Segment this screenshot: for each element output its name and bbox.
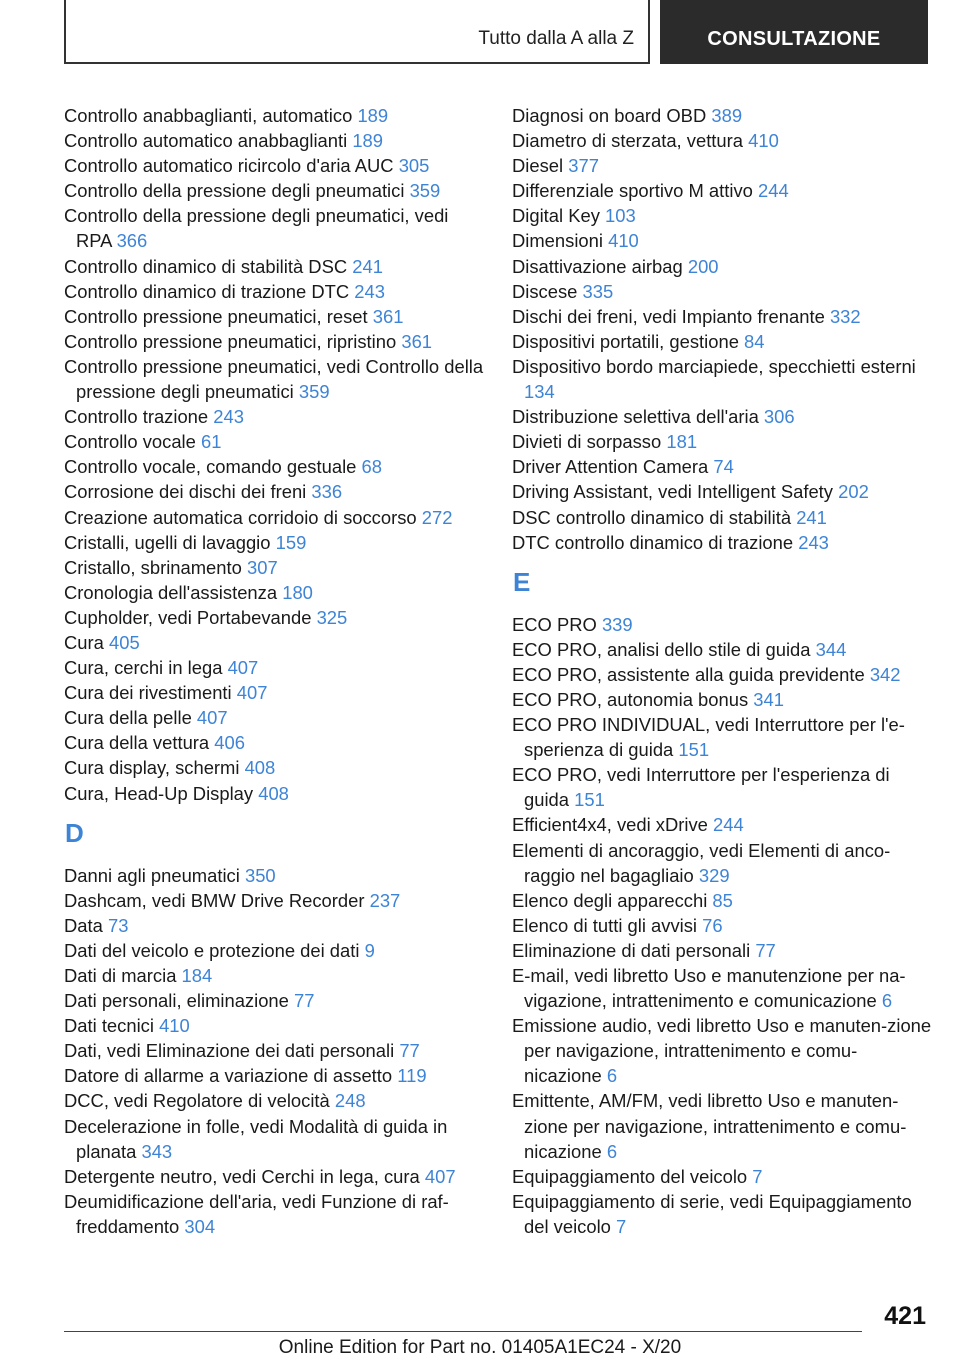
index-entry bbox=[64, 429, 484, 454]
index-entry bbox=[512, 530, 932, 555]
index-entry-term: DCC, vedi Regolatore di velocità bbox=[64, 1090, 330, 1112]
index-entry-term: Dati di marcia bbox=[64, 965, 177, 986]
index-entry-term: Cura della vettura bbox=[64, 732, 210, 754]
index-entry bbox=[64, 580, 484, 605]
index-page-link[interactable]: 406 bbox=[214, 732, 245, 754]
index-page-link[interactable]: 343 bbox=[141, 1140, 173, 1162]
index-entry-term: Controllo trazione bbox=[64, 406, 209, 428]
index-page-link[interactable]: 73 bbox=[107, 914, 129, 936]
index-entry bbox=[512, 254, 932, 279]
index-entry-term: Divieti di sorpasso bbox=[512, 431, 662, 453]
index-entry bbox=[512, 612, 932, 637]
index-entry bbox=[512, 712, 932, 762]
index-entry-term: Dispositivo bordo marciapiede, specchietti esterni bbox=[512, 355, 916, 377]
index-column-left bbox=[64, 103, 484, 1239]
index-entry bbox=[64, 1038, 484, 1063]
index-entry bbox=[512, 304, 932, 329]
page-number: 421 bbox=[884, 1302, 926, 1330]
index-entry-term: Efficient4x4, vedi xDrive bbox=[512, 814, 708, 836]
index-page-link[interactable]: 7 bbox=[752, 1165, 763, 1187]
index-page-link[interactable]: 306 bbox=[763, 406, 795, 428]
index-entry-term: Diesel bbox=[512, 155, 564, 177]
index-entry-term: Cura display, schermi bbox=[64, 757, 240, 779]
index-entry bbox=[512, 963, 932, 1013]
index-entry bbox=[64, 605, 484, 630]
index-entry-term: Emissione audio, vedi libretto Uso e manuten-zione per navigazione, intrattenimento e comu-nicazione bbox=[512, 1015, 932, 1087]
index-page-link[interactable]: 304 bbox=[184, 1215, 216, 1237]
index-entry-term: Controllo vocale, comando gestuale bbox=[64, 456, 357, 478]
index-entry bbox=[64, 1189, 484, 1239]
index-entry bbox=[512, 228, 932, 253]
index-page-link[interactable]: 237 bbox=[369, 889, 401, 911]
header-title-box bbox=[64, 0, 650, 64]
index-entry-term: Cura dei rivestimenti bbox=[64, 682, 232, 704]
index-page-link[interactable]: 241 bbox=[352, 255, 383, 277]
index-entry-term: Discese bbox=[512, 280, 578, 302]
index-entry-term: Diametro di sterzata, vettura bbox=[512, 130, 743, 152]
index-page-link[interactable]: 6 bbox=[606, 1065, 618, 1087]
index-entry bbox=[512, 454, 932, 479]
index-entry bbox=[64, 354, 484, 404]
index-entry-term: ECO PRO, autonomia bonus bbox=[512, 688, 749, 710]
index-page-link[interactable]: 76 bbox=[702, 914, 723, 936]
index-entry bbox=[512, 1164, 932, 1189]
index-entry-term: Dashcam, vedi BMW Drive Recorder bbox=[64, 889, 365, 911]
index-entry bbox=[64, 630, 484, 655]
index-entry bbox=[64, 479, 484, 504]
index-entry-term: Controllo anabbaglianti, automatico bbox=[64, 105, 353, 126]
index-entry bbox=[64, 963, 484, 988]
index-page-link[interactable]: 325 bbox=[316, 606, 348, 628]
index-entry bbox=[512, 329, 932, 354]
page-header bbox=[64, 0, 928, 66]
index-entry-term: Cupholder, vedi Portabevande bbox=[64, 606, 312, 628]
index-entry-term: ECO PRO bbox=[512, 613, 597, 635]
index-page-link[interactable]: 200 bbox=[687, 255, 719, 277]
index-entry bbox=[64, 128, 484, 153]
index-page-link[interactable]: 332 bbox=[829, 305, 861, 327]
index-entry-term: Cura, Head-Up Display bbox=[64, 782, 254, 804]
index-page-link[interactable]: 244 bbox=[758, 180, 789, 202]
index-entry bbox=[512, 1013, 932, 1088]
index-column-right bbox=[512, 103, 932, 1239]
index-entry bbox=[512, 354, 932, 404]
index-entry bbox=[64, 254, 484, 279]
index-page-link[interactable]: 85 bbox=[712, 889, 733, 911]
index-entry-term: Cronologia dell'assistenza bbox=[64, 581, 278, 603]
index-entry bbox=[512, 662, 932, 687]
index-entry bbox=[64, 913, 484, 938]
index-entry-term: Cura bbox=[64, 631, 104, 653]
index-entry bbox=[64, 730, 484, 755]
index-entry-term: Eliminazione di dati personali bbox=[512, 939, 751, 961]
index-entry bbox=[512, 1088, 932, 1163]
index-page-link[interactable]: 410 bbox=[748, 130, 779, 152]
index-entry bbox=[64, 1013, 484, 1038]
index-entry bbox=[64, 153, 484, 178]
index-entry bbox=[64, 505, 484, 530]
index-page-link[interactable]: 7 bbox=[616, 1215, 627, 1237]
index-page-link[interactable]: 151 bbox=[574, 789, 605, 811]
index-page-link[interactable]: 184 bbox=[181, 965, 213, 986]
index-page-link[interactable]: 77 bbox=[294, 990, 315, 1012]
index-entry bbox=[512, 279, 932, 304]
footer-text: Online Edition for Part no. 01405A1EC24 - X/20 bbox=[278, 1337, 682, 1358]
index-entry-term: Controllo pressione pneumatici, vedi Controllo della pressione degli pneumatici bbox=[64, 355, 484, 403]
index-entry-term: ECO PRO, assistente alla guida previdente bbox=[512, 663, 865, 685]
index-page-link[interactable]: 244 bbox=[713, 814, 744, 836]
index-page-link[interactable]: 407 bbox=[236, 682, 268, 704]
index-entry-term: Controllo vocale bbox=[64, 431, 196, 453]
index-entry bbox=[512, 178, 932, 203]
index-entry-term: Dati del veicolo e protezione dei dati bbox=[64, 939, 360, 961]
index-entry-term: ECO PRO INDIVIDUAL, vedi Interruttore per l'e-sperienza di guida bbox=[512, 714, 905, 761]
index-page-link[interactable]: 103 bbox=[605, 205, 636, 227]
index-page-link[interactable]: 74 bbox=[713, 456, 734, 478]
index-entry bbox=[512, 1189, 932, 1239]
index-entry-term: Elenco di tutti gli avvisi bbox=[512, 914, 698, 936]
index-entry-term: Distribuzione selettiva dell'aria bbox=[512, 406, 759, 428]
index-page-link[interactable]: 9 bbox=[364, 939, 375, 961]
index-page-link[interactable]: 6 bbox=[881, 990, 893, 1012]
index-page-link[interactable]: 151 bbox=[678, 739, 710, 761]
index-page-link[interactable]: 359 bbox=[409, 180, 441, 202]
index-entry-term: DTC controllo dinamico di trazione bbox=[512, 531, 794, 553]
index-entry bbox=[64, 705, 484, 730]
index-page-link[interactable]: 405 bbox=[109, 631, 140, 653]
index-page-link[interactable]: 307 bbox=[246, 556, 278, 578]
index-entry-term: Digital Key bbox=[512, 205, 600, 227]
index-entry bbox=[64, 404, 484, 429]
index-page-link[interactable]: 361 bbox=[401, 330, 433, 352]
index-page-link[interactable]: 410 bbox=[159, 1015, 190, 1037]
index-page-link[interactable]: 202 bbox=[838, 481, 869, 503]
index-entry-term: Dati personali, eliminazione bbox=[64, 990, 289, 1012]
index-entry-term: Driving Assistant, vedi Intelligent Safety bbox=[512, 481, 833, 503]
index-entry-term: Decelerazione in folle, vedi Modalità di guida in planata bbox=[64, 1115, 448, 1162]
index-entry bbox=[64, 1164, 484, 1189]
index-entry-term: Controllo automatico anabbaglianti bbox=[64, 130, 348, 152]
index-page-link[interactable]: 243 bbox=[354, 280, 385, 302]
index-entry-term: Elenco degli apparecchi bbox=[512, 889, 708, 911]
index-page-link[interactable]: 377 bbox=[568, 155, 599, 177]
index-page-link[interactable]: 410 bbox=[608, 230, 639, 252]
index-page-link[interactable]: 159 bbox=[275, 531, 307, 553]
index-page-link[interactable]: 180 bbox=[282, 581, 313, 603]
index-page-link[interactable]: 329 bbox=[698, 864, 730, 886]
index-entry bbox=[512, 128, 932, 153]
index-entry bbox=[512, 505, 932, 530]
index-page-link[interactable]: 342 bbox=[869, 663, 901, 685]
index-page-link[interactable]: 77 bbox=[399, 1040, 420, 1062]
index-entry bbox=[64, 863, 484, 888]
index-entry bbox=[64, 329, 484, 354]
index-page-link[interactable]: 407 bbox=[227, 657, 259, 679]
header-section-tab bbox=[660, 0, 928, 64]
index-page-link[interactable]: 189 bbox=[357, 105, 389, 126]
index-page-link[interactable]: 243 bbox=[798, 531, 829, 553]
index-entry bbox=[512, 404, 932, 429]
index-entry bbox=[512, 888, 932, 913]
index-entry-term: Controllo automatico ricircolo d'aria AUC bbox=[64, 155, 394, 177]
index-entry bbox=[512, 687, 932, 712]
index-entry bbox=[64, 680, 484, 705]
index-page-link[interactable]: 68 bbox=[361, 456, 382, 478]
index-page-link[interactable]: 248 bbox=[334, 1090, 366, 1112]
index-page-link[interactable]: 359 bbox=[298, 381, 330, 403]
index-entry-term: Dati tecnici bbox=[64, 1015, 154, 1037]
index-entry bbox=[512, 153, 932, 178]
index-entry bbox=[512, 812, 932, 837]
index-page-link[interactable]: 407 bbox=[196, 707, 228, 729]
index-letter-heading: D bbox=[65, 817, 84, 848]
index-entry bbox=[64, 755, 484, 780]
index-page-link[interactable]: 272 bbox=[421, 506, 453, 528]
index-entry bbox=[64, 1114, 484, 1164]
index-entry bbox=[512, 637, 932, 662]
index-page-link[interactable]: 407 bbox=[424, 1165, 456, 1187]
index-page-link[interactable]: 305 bbox=[398, 155, 430, 177]
index-entry bbox=[64, 781, 484, 806]
index-entry bbox=[512, 913, 932, 938]
index-entry-term: Dischi dei freni, vedi Impianto frenante bbox=[512, 305, 825, 327]
index-entry-term: Equipaggiamento di serie, vedi Equipaggiamento del veicolo bbox=[512, 1190, 912, 1237]
footer-divider bbox=[64, 1331, 862, 1332]
index-entry-term: Dimensioni bbox=[512, 230, 603, 252]
index-entry-term: ECO PRO, analisi dello stile di guida bbox=[512, 638, 811, 660]
index-page-link[interactable]: 350 bbox=[244, 864, 276, 886]
index-entry bbox=[64, 1088, 484, 1113]
index-entry bbox=[512, 479, 932, 504]
index-letter-heading: E bbox=[513, 566, 531, 597]
index-entry-term: Cristalli, ugelli di lavaggio bbox=[64, 531, 271, 553]
index-entry-term: Controllo dinamico di stabilità DSC bbox=[64, 255, 348, 277]
index-page-link[interactable]: 341 bbox=[753, 688, 784, 710]
index-entry bbox=[512, 762, 932, 812]
index-entry bbox=[512, 429, 932, 454]
index-entry-term: Controllo pressione pneumatici, ripristino bbox=[64, 330, 397, 352]
index-entry bbox=[512, 103, 932, 128]
index-entry bbox=[64, 103, 484, 128]
index-page-link[interactable]: 408 bbox=[258, 782, 289, 804]
index-page-link[interactable]: 134 bbox=[524, 381, 555, 403]
index-entry-term: Datore di allarme a variazione di assetto bbox=[64, 1065, 393, 1087]
index-page-link[interactable]: 361 bbox=[372, 305, 404, 327]
index-page-link[interactable]: 189 bbox=[352, 130, 384, 152]
header-section-label: CONSULTAZIONE bbox=[707, 28, 881, 50]
index-entry bbox=[64, 1063, 484, 1088]
index-page-link[interactable]: 6 bbox=[606, 1140, 618, 1162]
index-entry-term: Equipaggiamento del veicolo bbox=[512, 1165, 748, 1187]
index-page-link[interactable]: 84 bbox=[744, 330, 765, 352]
index-entry bbox=[64, 304, 484, 329]
index-page-link[interactable]: 408 bbox=[244, 757, 276, 779]
index-entry-term: Danni agli pneumatici bbox=[64, 864, 240, 886]
index-entry-term: E-mail, vedi libretto Uso e manutenzione per na-vigazione, intrattenimento e comunicazione bbox=[512, 965, 906, 1012]
index-entry-term: Deumidificazione dell'aria, vedi Funzione di raf-freddamento bbox=[64, 1190, 449, 1237]
index-page-link[interactable]: 119 bbox=[397, 1065, 427, 1087]
index-entry-term: Dispositivi portatili, gestione bbox=[512, 330, 739, 352]
index-page-link[interactable]: 61 bbox=[201, 431, 222, 453]
index-entry bbox=[64, 454, 484, 479]
index-entry-term: Controllo dinamico di trazione DTC bbox=[64, 280, 350, 302]
index-entry-term: Detergente neutro, vedi Cerchi in lega, cura bbox=[64, 1165, 420, 1187]
index-entry-term: Disattivazione airbag bbox=[512, 255, 683, 277]
index-entry-term: Controllo pressione pneumatici, reset bbox=[64, 305, 368, 327]
index-entry-term: Data bbox=[64, 914, 103, 936]
index-entry-term: Driver Attention Camera bbox=[512, 456, 709, 478]
header-title: Tutto dalla A alla Z bbox=[478, 28, 634, 49]
index-page-link[interactable]: 344 bbox=[815, 638, 847, 660]
index-page-link[interactable]: 389 bbox=[711, 105, 743, 126]
index-entry-term: Cristallo, sbrinamento bbox=[64, 556, 242, 578]
index-entry bbox=[512, 938, 932, 963]
index-entry-term: Diagnosi on board OBD bbox=[512, 105, 707, 126]
index-entry-term: Elementi di ancoraggio, vedi Elementi di anco-raggio nel bagagliaio bbox=[512, 839, 891, 886]
index-entry bbox=[64, 555, 484, 580]
index-page-link[interactable]: 339 bbox=[601, 613, 633, 635]
index-entry-term: Cura, cerchi in lega bbox=[64, 657, 223, 679]
index-entry bbox=[512, 203, 932, 228]
index-page-link[interactable]: 241 bbox=[796, 506, 827, 528]
index-entry-term: Creazione automatica corridoio di soccorso bbox=[64, 506, 417, 528]
index-page-link[interactable]: 181 bbox=[666, 431, 698, 453]
index-page-link[interactable]: 336 bbox=[311, 481, 343, 503]
index-page-link[interactable]: 335 bbox=[582, 280, 614, 302]
index-entry-term: Emittente, AM/FM, vedi libretto Uso e manuten-zione per navigazione, intrattenimento e comu-nicazione bbox=[512, 1090, 907, 1162]
index-entry-term: Controllo della pressione degli pneumatici bbox=[64, 180, 405, 202]
index-entry-term: Controllo della pressione degli pneumatici, vedi RPA bbox=[64, 205, 449, 252]
index-entry bbox=[64, 888, 484, 913]
index-page-link[interactable]: 243 bbox=[213, 406, 244, 428]
index-page-link[interactable]: 77 bbox=[755, 939, 776, 961]
index-entry bbox=[64, 938, 484, 963]
index-entry-term: ECO PRO, vedi Interruttore per l'esperienza di guida bbox=[512, 764, 890, 811]
index-entry-term: Dati, vedi Eliminazione dei dati personali bbox=[64, 1040, 395, 1062]
index-entry-term: Differenziale sportivo M attivo bbox=[512, 180, 753, 202]
index-entry-term: Cura della pelle bbox=[64, 707, 192, 729]
index-entry bbox=[64, 988, 484, 1013]
index-entry bbox=[64, 279, 484, 304]
index-entry-term: DSC controllo dinamico di stabilità bbox=[512, 506, 792, 528]
index-entry bbox=[64, 655, 484, 680]
index-entry bbox=[64, 178, 484, 203]
index-entry bbox=[512, 838, 932, 888]
index-entry bbox=[64, 530, 484, 555]
index-page-link[interactable]: 366 bbox=[116, 230, 148, 252]
index-entry-term: Corrosione dei dischi dei freni bbox=[64, 481, 307, 503]
index-entry bbox=[64, 203, 484, 253]
